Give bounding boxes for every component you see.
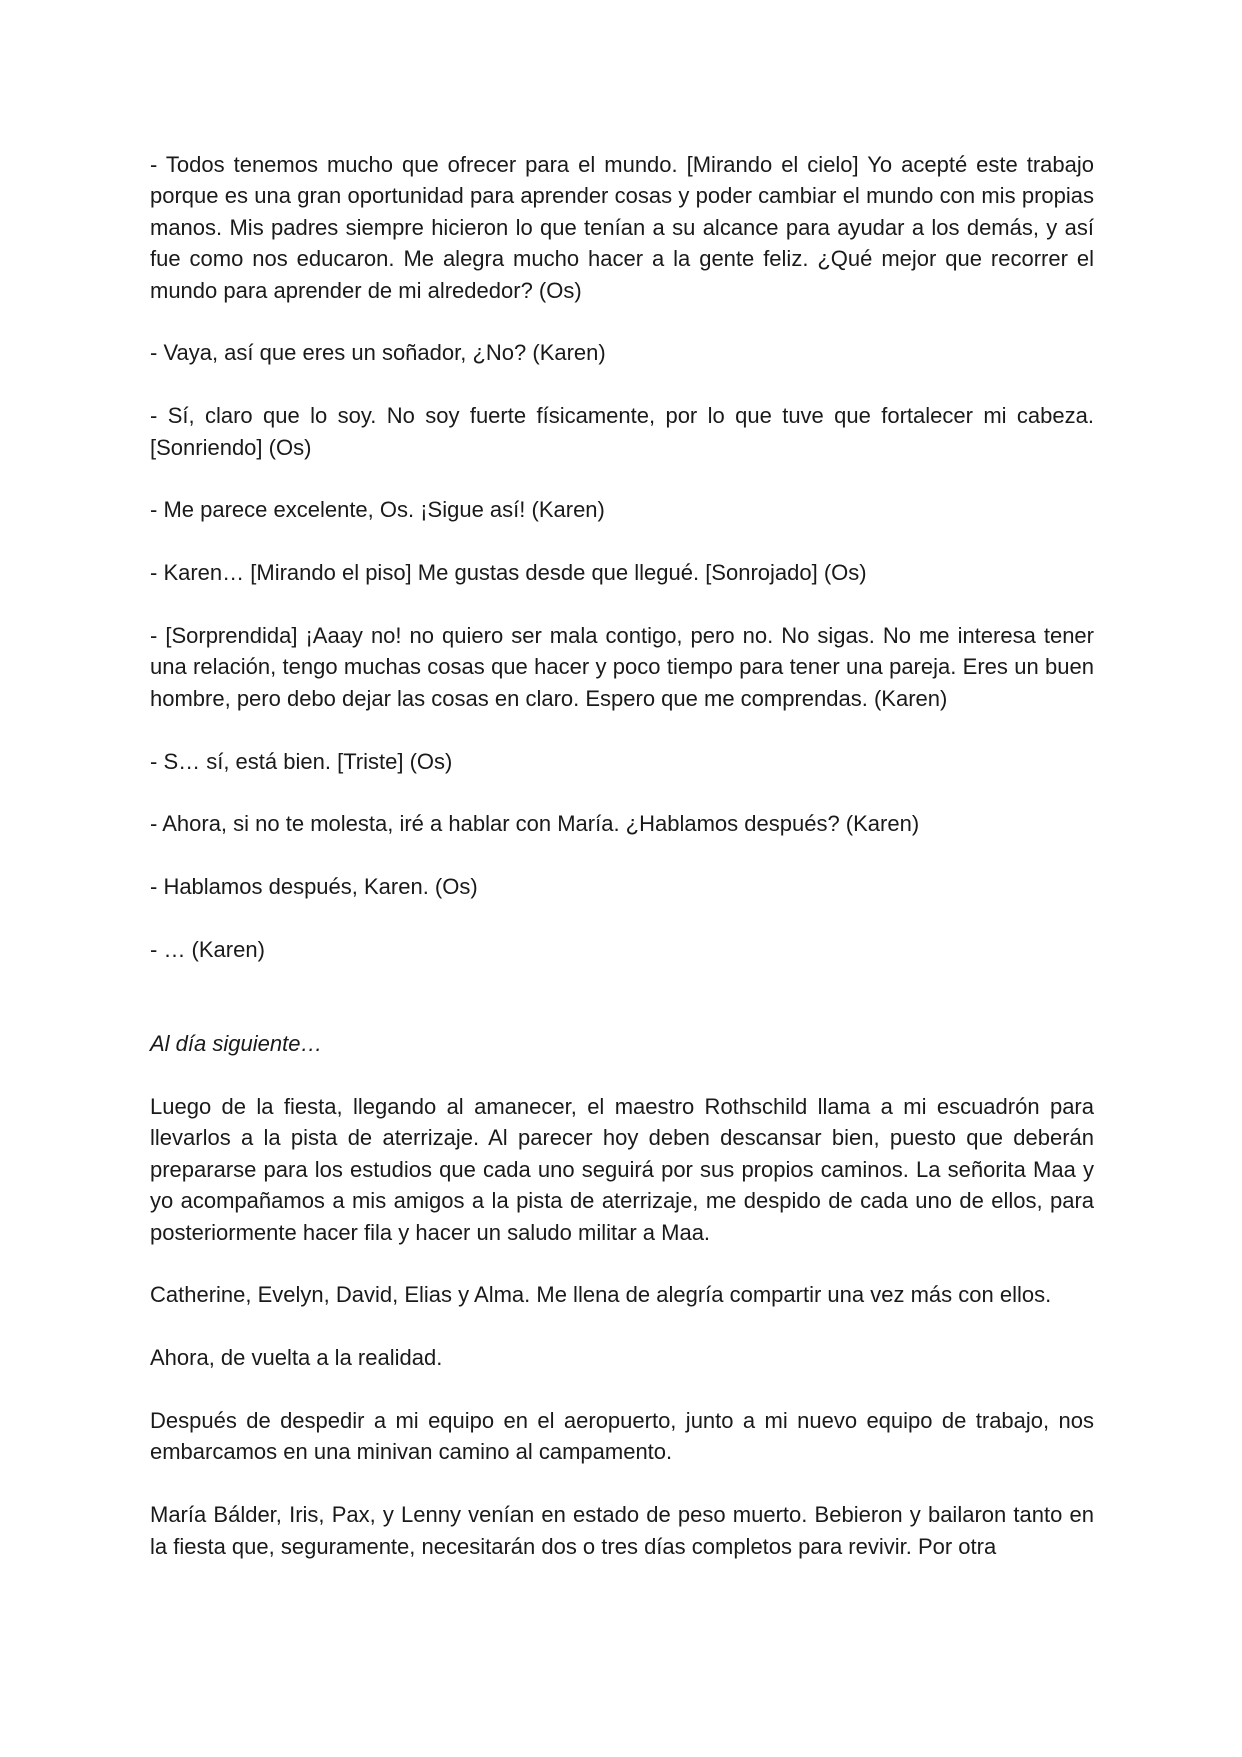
paragraph-karen-silence: - … (Karen) — [150, 937, 265, 963]
paragraph-karen-maria: - Ahora, si no te molesta, iré a hablar con María. ¿Hablamos después? (Karen) — [150, 811, 920, 837]
paragraph-after-party: Luego de la fiesta, llegando al amanecer, el maestro Rothschild llama a mi escuadrón para llevarlos a la pista de aterrizaje. Al parecer hoy deben descansar bien, puesto que deberán prepararse para los estudios que cada uno seguirá por sus propios caminos. La señorita Maa y yo acompañamos a mis amigos a la pista de aterrizaje, me despido de cada uno de ellos, para posteriormente hacer fila y hacer un saludo militar a Maa. — [150, 1094, 1094, 1245]
paragraph-os-sad: - S… sí, está bien. [Triste] (Os) — [150, 748, 453, 774]
paragraph-os-dream: - Todos tenemos mucho que ofrecer para el mundo. [Mirando el cielo] Yo acepté este trabajo porque es una gran oportunidad para aprender cosas y poder cambiar el mundo con mis propias manos. Mis padres siempre hicieron lo que tenían a su alcance para ayudar a los demás, y así fue como nos educaron. Me alegra mucho hacer a la gente feliz. ¿Qué mejor que recorrer el mundo para aprender de mi alrededor? (Os) — [150, 152, 1094, 303]
paragraph-karen-rejection: - [Sorprendida] ¡Aaay no! no quiero ser mala contigo, pero no. No sigas. No me interesa tener una relación, tengo muchas cosas que hacer y poco tiempo para tener una pareja. Eres un buen hombre, pero debo dejar las cosas en claro. Espero que me comprendas. (Karen) — [150, 623, 1094, 711]
paragraph-os-later: - Hablamos después, Karen. (Os) — [150, 874, 478, 900]
paragraph-os-strong-head: - Sí, claro que lo soy. No soy fuerte físicamente, por lo que tuve que fortalecer mi cabeza. [Sonriendo] (Os) — [150, 403, 1094, 460]
document-page — [150, 149, 1094, 1593]
paragraph-back-to-reality: Ahora, de vuelta a la realidad. — [150, 1345, 443, 1371]
paragraph-karen-dreamer: - Vaya, así que eres un soñador, ¿No? (Karen) — [150, 340, 606, 366]
paragraph-karen-excellent: - Me parece excelente, Os. ¡Sigue así! (Karen) — [150, 497, 605, 523]
paragraph-minivan: Después de despedir a mi equipo en el aeropuerto, junto a mi nuevo equipo de trabajo, nos embarcamos en una minivan camino al campamento. — [150, 1408, 1094, 1465]
paragraph-friends-list: Catherine, Evelyn, David, Elias y Alma. Me llena de alegría compartir una vez más con ellos. — [150, 1282, 1052, 1308]
section-heading-next-day: Al día siguiente… — [150, 1031, 323, 1057]
paragraph-os-confession: - Karen… [Mirando el piso] Me gustas desde que llegué. [Sonrojado] (Os) — [150, 560, 867, 586]
paragraph-dead-weight: María Bálder, Iris, Pax, y Lenny venían en estado de peso muerto. Bebieron y bailaron tanto en la fiesta que, seguramente, necesitarán dos o tres días completos para revivir. Por otra — [150, 1502, 1094, 1559]
